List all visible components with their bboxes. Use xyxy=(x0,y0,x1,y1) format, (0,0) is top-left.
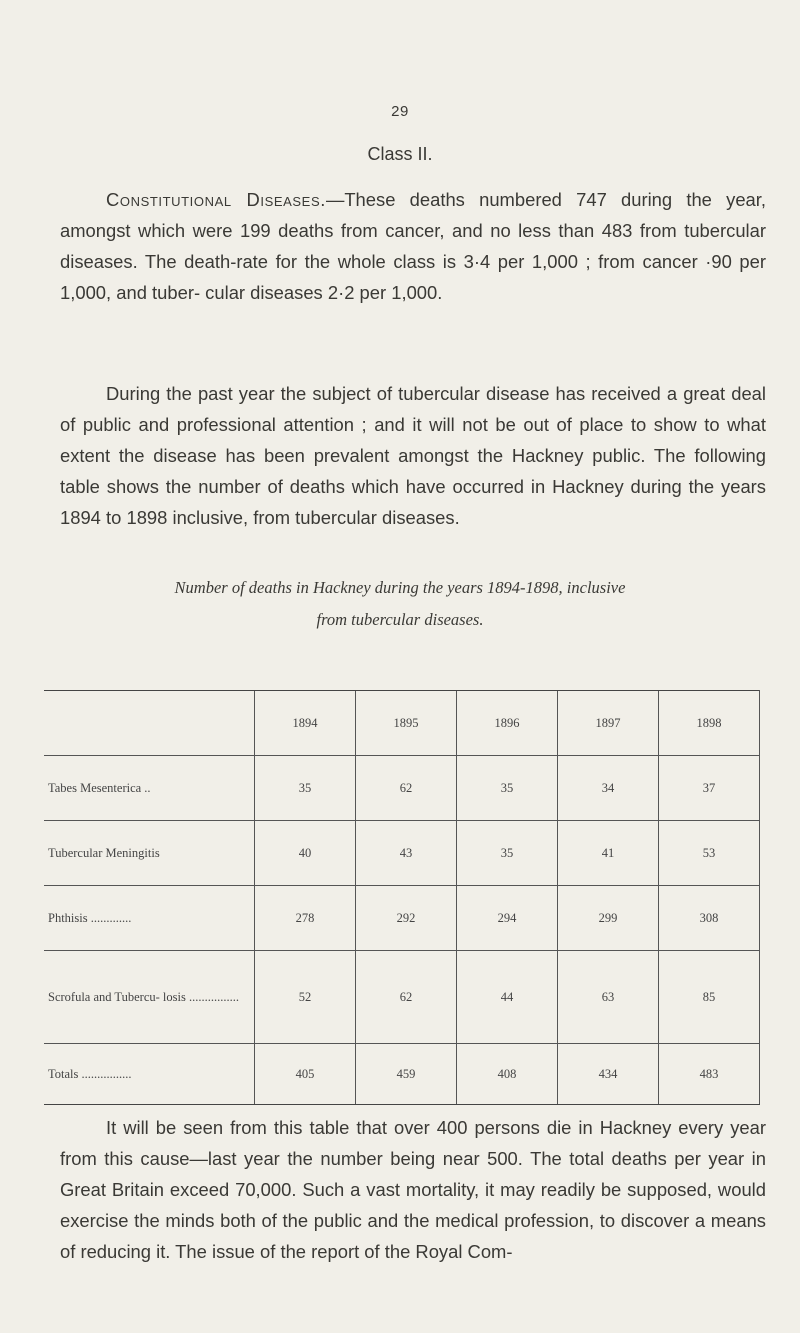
table-cell: 408 xyxy=(457,1044,558,1105)
paragraph-tubercular-intro: During the past year the subject of tubercular disease has received a great deal of public and professional attention ; and it will not be out of place to show to what extent the disease has been prevalent amongst the Hackney public. The following table shows the number of deaths which have occurred in Hackney during the years 1894 to 1898 inclusive, from tubercular diseases. xyxy=(60,383,766,528)
table-cell: 44 xyxy=(457,951,558,1044)
table-row xyxy=(44,886,760,951)
table-cell: 35 xyxy=(457,756,558,821)
header-year: 1897 xyxy=(558,691,659,756)
table-cell: 308 xyxy=(659,886,760,951)
header-year: 1894 xyxy=(255,691,356,756)
table-cell: 62 xyxy=(356,756,457,821)
table-cell: 40 xyxy=(255,821,356,886)
table-cell: 37 xyxy=(659,756,760,821)
table-cell: 299 xyxy=(558,886,659,951)
deaths-table xyxy=(44,690,760,1105)
paragraph-constitutional-diseases xyxy=(60,184,766,308)
table-cell: 62 xyxy=(356,951,457,1044)
table-cell: 63 xyxy=(558,951,659,1044)
table-cell: 43 xyxy=(356,821,457,886)
table-cell: 35 xyxy=(457,821,558,886)
row-label: Totals ................ xyxy=(44,1044,255,1105)
table-cell: 459 xyxy=(356,1044,457,1105)
row-label: Tabes Mesenterica .. xyxy=(44,756,255,821)
paragraph-conclusion: It will be seen from this table that over 400 persons die in Hackney every year from this cause—last year the number being near 500. The total deaths per year in Great Britain exceed 70,000. Such a vast mortality, it may readily be supposed, would exercise the minds both of the public and the medical profession, to discover a means of reducing it. The issue of the report of the Royal Com- xyxy=(60,1117,766,1262)
table-cell: 483 xyxy=(659,1044,760,1105)
table-cell: 53 xyxy=(659,821,760,886)
header-year: 1895 xyxy=(356,691,457,756)
row-label: Scrofula and Tubercu- losis ................ xyxy=(44,951,255,1044)
table-cell: 52 xyxy=(255,951,356,1044)
row-label: Phthisis ............. xyxy=(44,886,255,951)
page-number: 29 xyxy=(391,103,409,120)
table-cell: 41 xyxy=(558,821,659,886)
table-cell: 292 xyxy=(356,886,457,951)
caption-line-2: from tubercular diseases. xyxy=(316,610,484,629)
section-heading: Class II. xyxy=(367,144,433,164)
paragraph-text: —These deaths numbered 747 during the year, amongst which were 199 deaths from cancer, and no less than 483 from tubercular diseases. The death-rate for the whole class is 3·4 per 1,000 ; from cancer ·90 per 1,000, and tuber- cular diseases 2·2 per 1,000. xyxy=(60,189,766,303)
row-label: Tubercular Meningitis xyxy=(44,821,255,886)
table-caption xyxy=(0,572,800,636)
table-row xyxy=(44,821,760,886)
caption-line-1: Number of deaths in Hackney during the years 1894-1898, inclusive xyxy=(174,578,626,597)
table-row xyxy=(44,951,760,1044)
table-cell: 34 xyxy=(558,756,659,821)
table-cell: 434 xyxy=(558,1044,659,1105)
table-cell: 405 xyxy=(255,1044,356,1105)
table-cell: 85 xyxy=(659,951,760,1044)
header-year: 1896 xyxy=(457,691,558,756)
header-year: 1898 xyxy=(659,691,760,756)
paragraph-lead: Constitutional Diseases. xyxy=(106,189,326,210)
table-cell: 35 xyxy=(255,756,356,821)
table-corner-cell xyxy=(44,691,255,756)
table-cell: 278 xyxy=(255,886,356,951)
table-cell: 294 xyxy=(457,886,558,951)
table-totals-row xyxy=(44,1044,760,1105)
table-row xyxy=(44,756,760,821)
table-header-row xyxy=(44,691,760,756)
